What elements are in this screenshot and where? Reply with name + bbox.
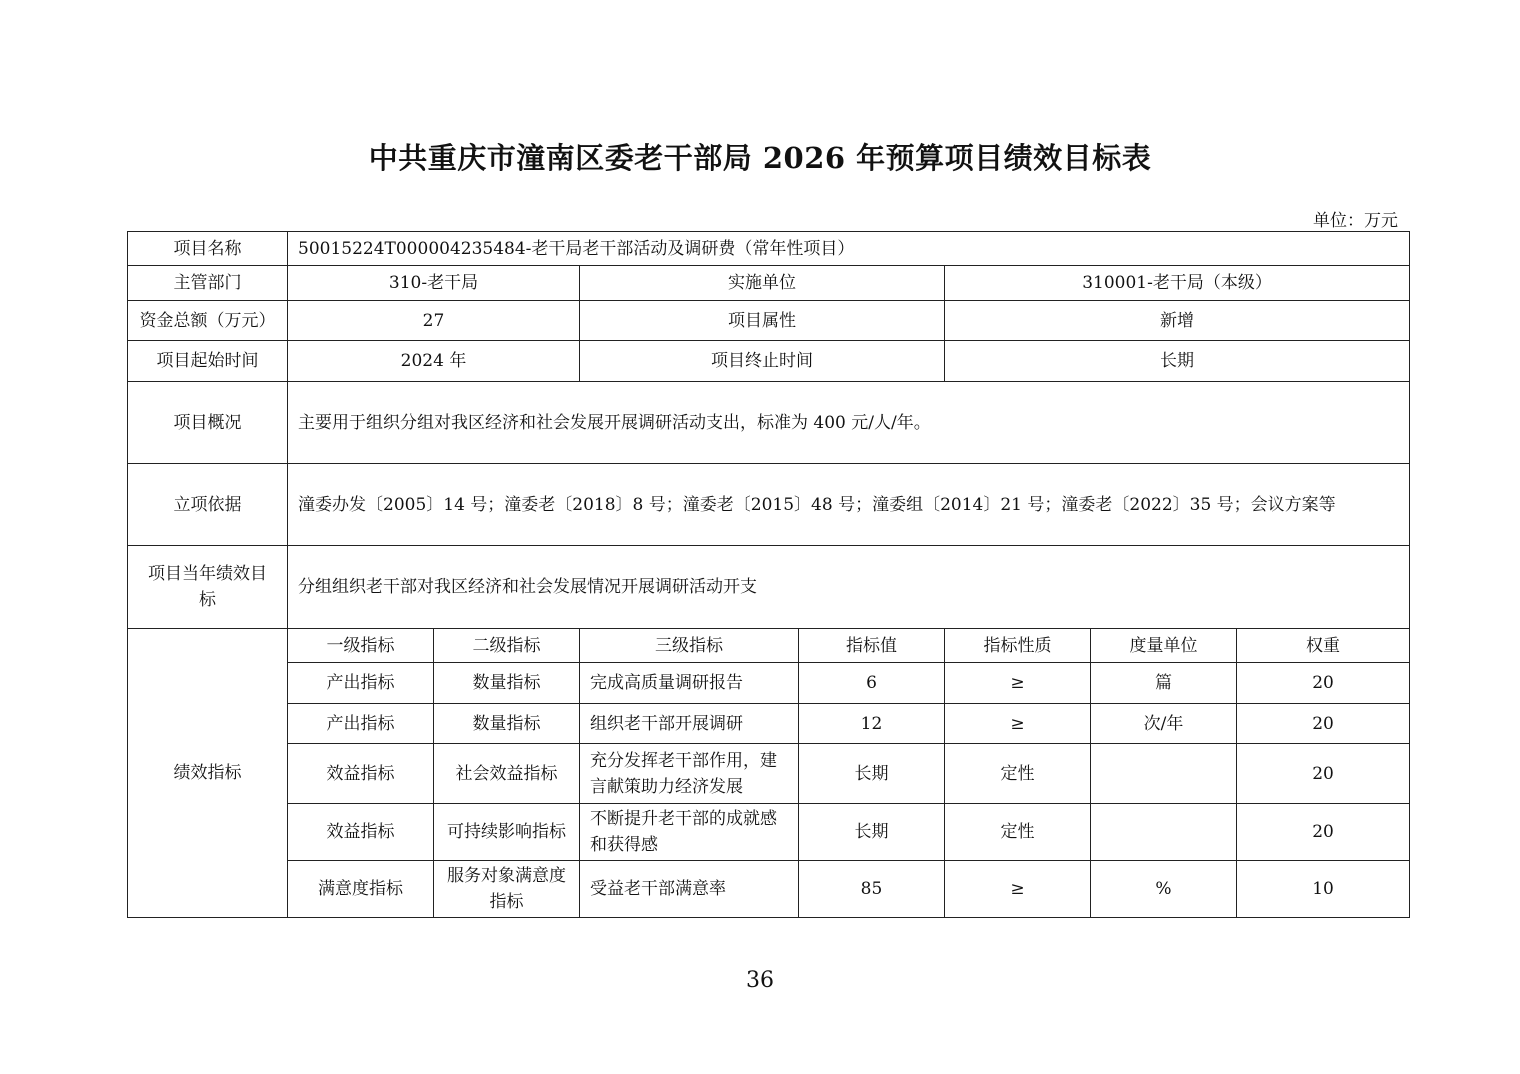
table-row-basis	[128, 464, 1410, 546]
end-value: 长期	[945, 341, 1410, 382]
perf-cell-level2: 数量指标	[434, 704, 580, 744]
table-row-overview	[128, 382, 1410, 464]
dept-value: 310-老干局	[288, 266, 580, 301]
perf-header-weight: 权重	[1237, 629, 1410, 663]
perf-cell-unit	[1091, 744, 1237, 804]
perf-cell-nature: ≥	[945, 663, 1091, 704]
table-row	[128, 861, 1410, 918]
end-label: 项目终止时间	[580, 341, 945, 382]
perf-header-unit: 度量单位	[1091, 629, 1237, 663]
start-label: 项目起始时间	[128, 341, 288, 382]
impl-label: 实施单位	[580, 266, 945, 301]
table-row-fund	[128, 301, 1410, 341]
attr-value: 新增	[945, 301, 1410, 341]
perf-cell-level2: 社会效益指标	[434, 744, 580, 804]
perf-cell-level3: 充分发挥老干部作用，建言献策助力经济发展	[580, 744, 799, 804]
perf-cell-weight: 20	[1237, 744, 1410, 804]
perf-cell-weight: 20	[1237, 804, 1410, 861]
perf-cell-level3: 组织老干部开展调研	[580, 704, 799, 744]
table-row	[128, 704, 1410, 744]
perf-cell-level2: 服务对象满意度指标	[434, 861, 580, 918]
perf-cell-value: 长期	[799, 804, 945, 861]
start-value: 2024 年	[288, 341, 580, 382]
table-row-period	[128, 341, 1410, 382]
fund-label: 资金总额（万元）	[128, 301, 288, 341]
table-row-goal	[128, 546, 1410, 629]
table-row-project-name	[128, 232, 1410, 266]
perf-cell-nature: 定性	[945, 744, 1091, 804]
basis-value: 潼委办发〔2005〕14 号；潼委老〔2018〕8 号；潼委老〔2015〕48 号；潼委组〔2014〕21 号；潼委老〔2022〕35 号；会议方案等	[288, 464, 1410, 546]
page-title: 中共重庆市潼南区委老干部局 2026 年预算项目绩效目标表	[368, 141, 1152, 175]
perf-cell-level1: 效益指标	[288, 744, 434, 804]
perf-header-level3: 三级指标	[580, 629, 799, 663]
overview-label: 项目概况	[128, 382, 288, 464]
perf-cell-nature: ≥	[945, 704, 1091, 744]
table-row-department	[128, 266, 1410, 301]
perf-header-nature: 指标性质	[945, 629, 1091, 663]
perf-cell-nature: ≥	[945, 861, 1091, 918]
attr-label: 项目属性	[580, 301, 945, 341]
perf-cell-level1: 产出指标	[288, 704, 434, 744]
perf-cell-unit: 次/年	[1091, 704, 1237, 744]
perf-cell-value: 12	[799, 704, 945, 744]
perf-cell-level2: 数量指标	[434, 663, 580, 704]
perf-cell-level1: 满意度指标	[288, 861, 434, 918]
project-name-value: 50015224T000004235484-老干局老干部活动及调研费（常年性项目）	[288, 232, 1410, 266]
dept-label: 主管部门	[128, 266, 288, 301]
perf-cell-nature: 定性	[945, 804, 1091, 861]
perf-cell-unit	[1091, 804, 1237, 861]
perf-cell-level1: 产出指标	[288, 663, 434, 704]
perf-cell-weight: 10	[1237, 861, 1410, 918]
goal-label: 项目当年绩效目标	[128, 546, 288, 629]
perf-cell-level1: 效益指标	[288, 804, 434, 861]
perf-cell-weight: 20	[1237, 704, 1410, 744]
perf-cell-value: 6	[799, 663, 945, 704]
table-row	[128, 663, 1410, 704]
perf-cell-level2: 可持续影响指标	[434, 804, 580, 861]
perf-header-level2: 二级指标	[434, 629, 580, 663]
page-number: 36	[746, 968, 774, 993]
perf-cell-unit: 篇	[1091, 663, 1237, 704]
unit-label: 单位：万元	[1313, 211, 1398, 231]
goal-value: 分组组织老干部对我区经济和社会发展情况开展调研活动开支	[288, 546, 1410, 629]
perf-header-value: 指标值	[799, 629, 945, 663]
perf-cell-level3: 受益老干部满意率	[580, 861, 799, 918]
table-row	[128, 804, 1410, 861]
impl-value: 310001-老干局（本级）	[945, 266, 1410, 301]
perf-cell-value: 长期	[799, 744, 945, 804]
perf-header-level1: 一级指标	[288, 629, 434, 663]
fund-value: 27	[288, 301, 580, 341]
project-name-label: 项目名称	[128, 232, 288, 266]
perf-cell-level3: 完成高质量调研报告	[580, 663, 799, 704]
perf-label: 绩效指标	[128, 629, 288, 918]
table-row	[128, 744, 1410, 804]
overview-value: 主要用于组织分组对我区经济和社会发展开展调研活动支出，标准为 400 元/人/年。	[288, 382, 1410, 464]
perf-cell-level3: 不断提升老干部的成就感和获得感	[580, 804, 799, 861]
perf-cell-unit: %	[1091, 861, 1237, 918]
performance-target-table	[127, 231, 1410, 918]
perf-cell-weight: 20	[1237, 663, 1410, 704]
basis-label: 立项依据	[128, 464, 288, 546]
perf-header-row	[128, 629, 1410, 663]
perf-cell-value: 85	[799, 861, 945, 918]
